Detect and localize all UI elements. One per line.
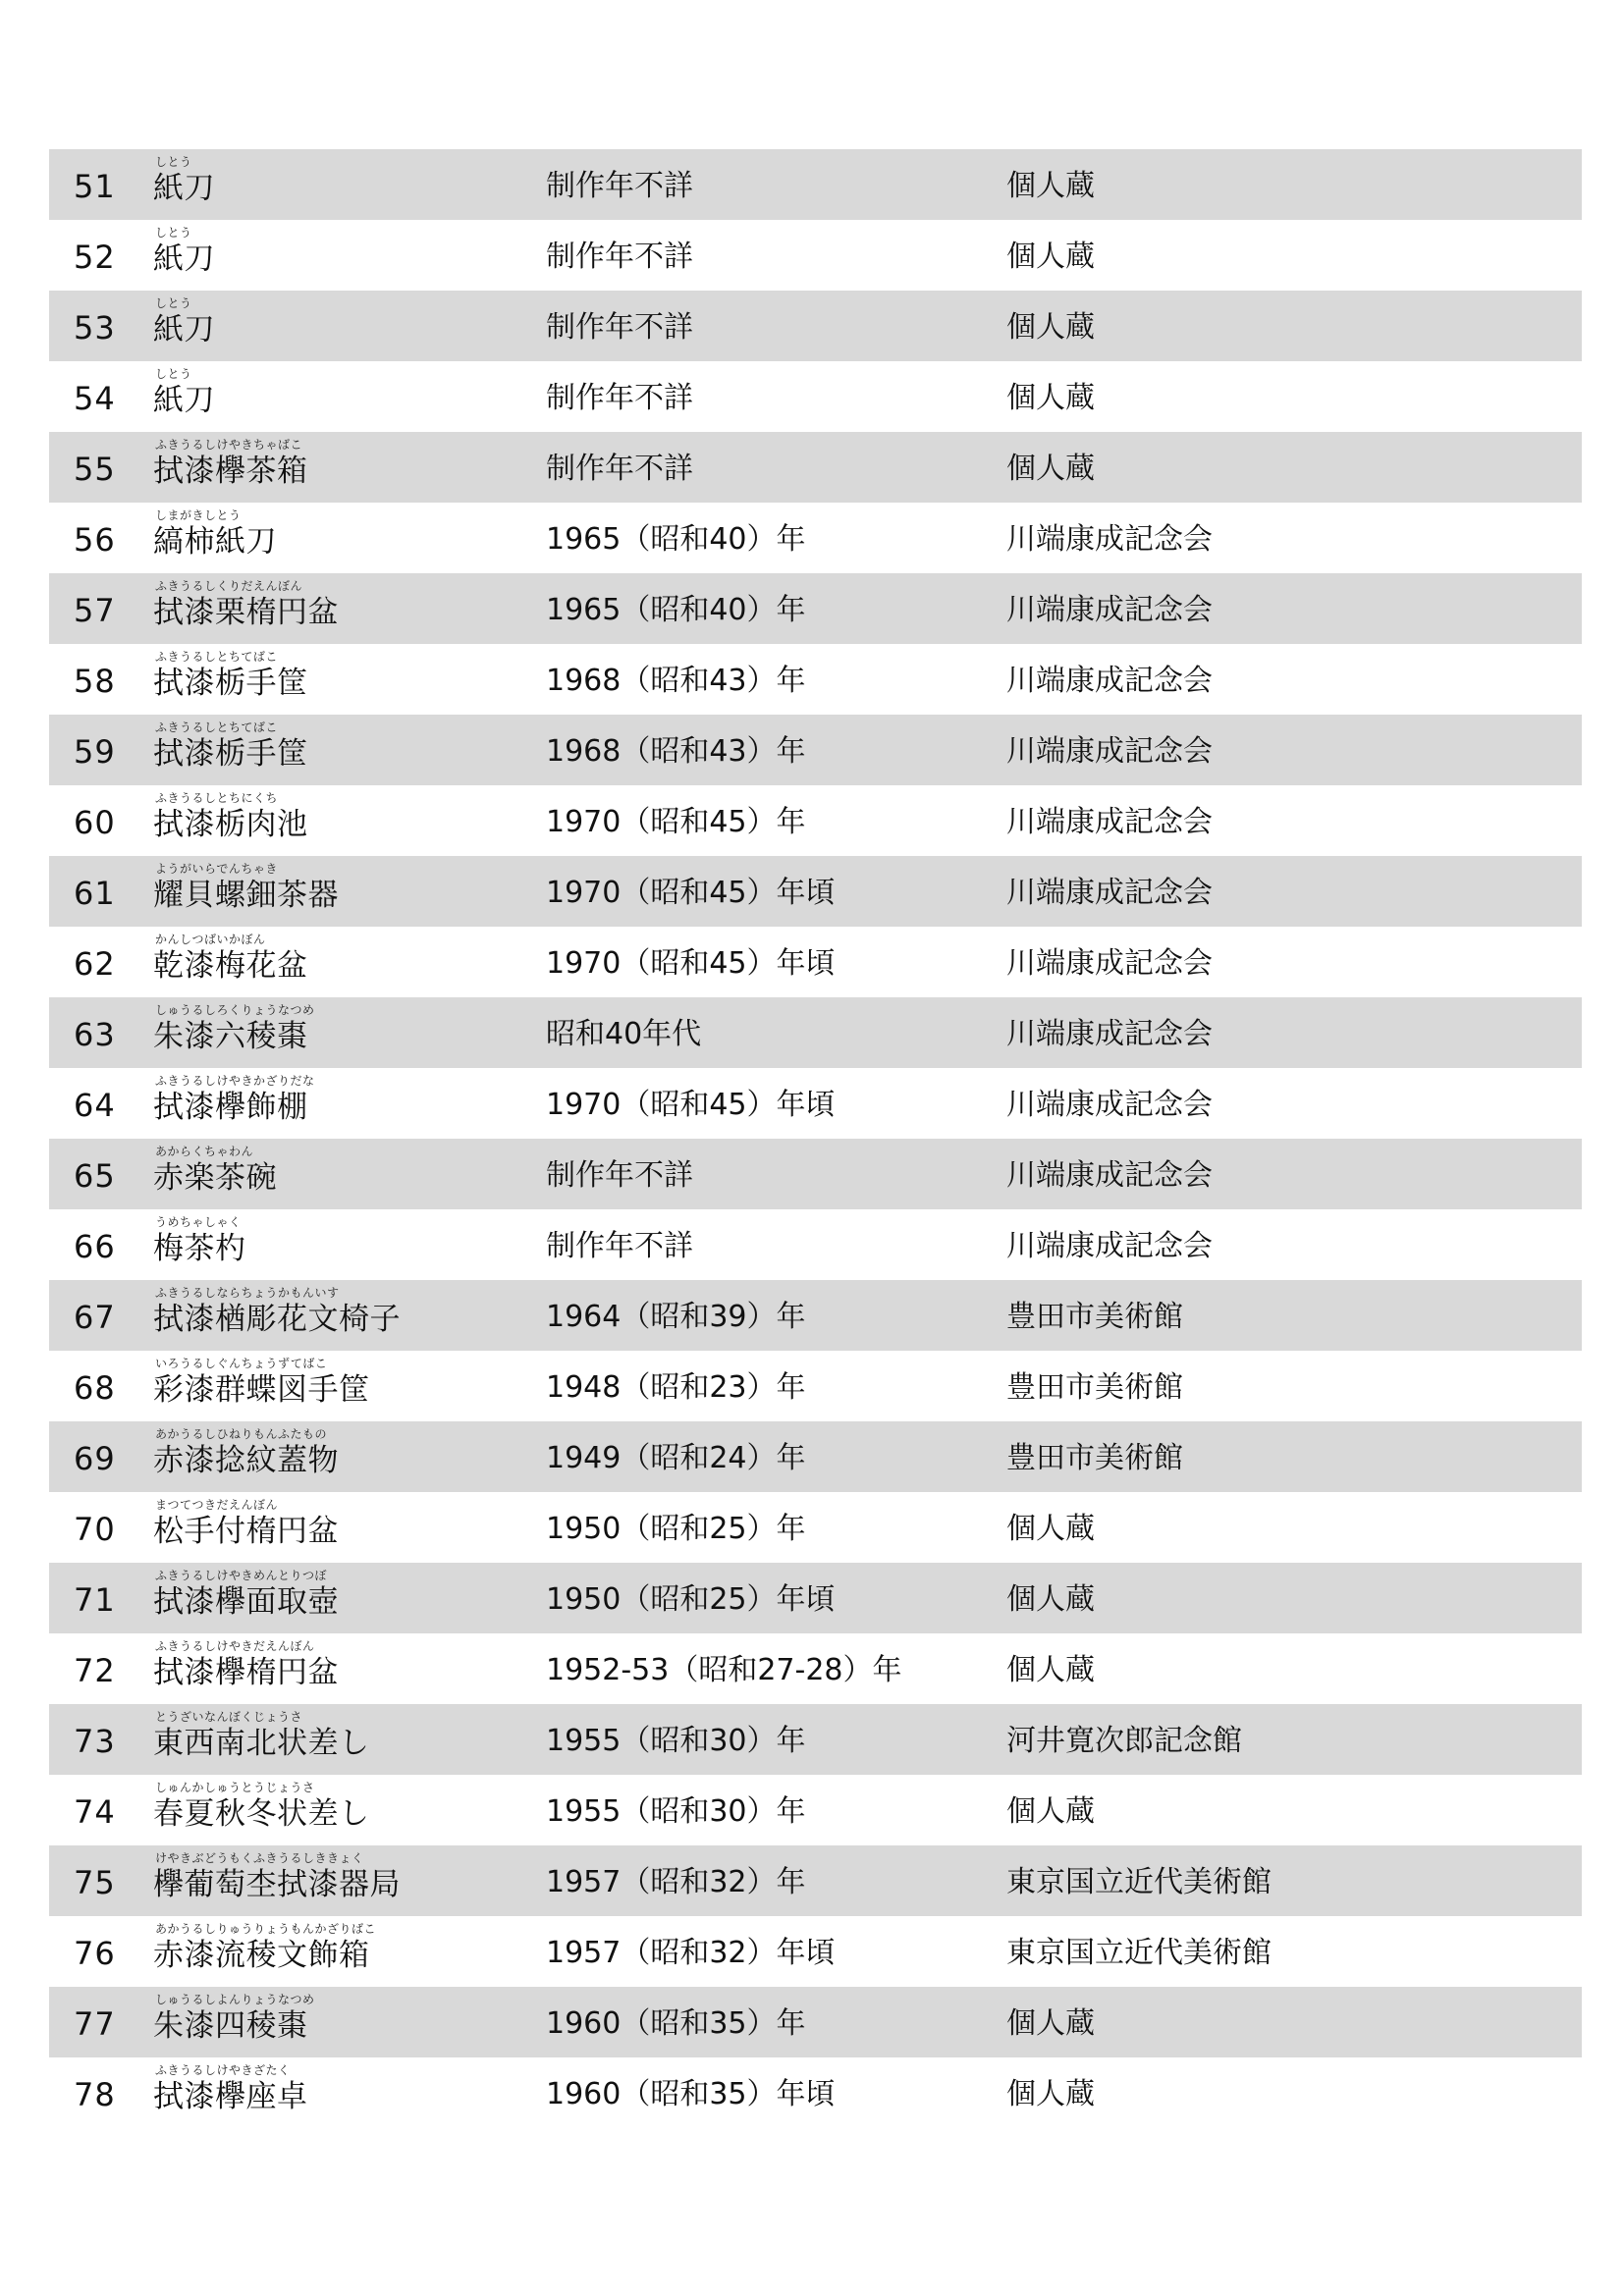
- work-year: 1968（昭和43）年: [546, 664, 806, 698]
- work-title-cell: [153, 1710, 370, 1781]
- work-number: 65: [74, 1157, 116, 1195]
- table-row: [49, 1492, 1582, 1563]
- work-year: 制作年不詳: [546, 452, 693, 486]
- work-number: 71: [74, 1581, 116, 1619]
- table-row: [49, 1068, 1582, 1139]
- work-owner: 個人蔵: [1006, 1512, 1095, 1546]
- work-title-cell: [153, 579, 339, 650]
- work-year: 1957（昭和32）年: [546, 1865, 806, 1899]
- work-owner: 川端康成記念会: [1006, 1017, 1213, 1051]
- work-title: 松手付楕円盆: [153, 1514, 339, 1549]
- work-number: 70: [74, 1511, 116, 1548]
- work-title-cell: [153, 1851, 401, 1922]
- work-title: 赤漆流稜文飾箱: [153, 1938, 370, 1973]
- table-row: [49, 1775, 1582, 1845]
- work-title-cell: [153, 1569, 339, 1639]
- table-row: [49, 856, 1582, 927]
- title-reading: しとう: [155, 155, 192, 169]
- work-owner: 川端康成記念会: [1006, 664, 1213, 698]
- work-owner: 川端康成記念会: [1006, 1088, 1213, 1122]
- work-title: 縞柿紙刀: [153, 524, 277, 560]
- title-reading: とうざいなんぼくじょうさ: [155, 1710, 303, 1724]
- table-row: [49, 1916, 1582, 1987]
- work-title-cell: [153, 155, 215, 226]
- work-title: 紙刀: [153, 171, 215, 206]
- title-reading: しゅうるしろくりょうなつめ: [155, 1003, 315, 1017]
- work-year: 1950（昭和25）年: [546, 1512, 806, 1546]
- table-row: [49, 1209, 1582, 1280]
- work-number: 59: [74, 733, 116, 771]
- title-reading: うめちゃしゃく: [155, 1215, 242, 1229]
- table-row: [49, 432, 1582, 503]
- work-number: 56: [74, 521, 116, 559]
- work-number: 63: [74, 1016, 116, 1053]
- title-reading: ふきうるしとちてばこ: [155, 650, 278, 664]
- work-title-cell: [153, 367, 215, 438]
- table-row: [49, 1704, 1582, 1775]
- work-title-cell: [153, 933, 308, 1003]
- work-owner: 個人蔵: [1006, 381, 1095, 415]
- table-row: [49, 715, 1582, 785]
- title-reading: ようがいらでんちゃき: [155, 862, 278, 876]
- work-title-cell: [153, 226, 215, 296]
- work-title-cell: [153, 1498, 339, 1569]
- work-owner: 川端康成記念会: [1006, 593, 1213, 627]
- title-reading: ふきうるしとちてばこ: [155, 721, 278, 734]
- work-owner: 川端康成記念会: [1006, 1229, 1213, 1263]
- work-owner: 豊田市美術館: [1006, 1441, 1183, 1475]
- work-title: 拭漆欅楕円盆: [153, 1655, 339, 1690]
- work-title: 春夏秋冬状差し: [153, 1796, 370, 1832]
- work-owner: 個人蔵: [1006, 310, 1095, 345]
- work-title: 彩漆群蝶図手筐: [153, 1372, 370, 1408]
- work-title: 拭漆欅座卓: [153, 2079, 308, 2114]
- work-owner: 個人蔵: [1006, 452, 1095, 486]
- table-row: [49, 1280, 1582, 1351]
- work-title-cell: [153, 1639, 339, 1710]
- work-title: 朱漆六稜棗: [153, 1019, 308, 1054]
- work-number: 61: [74, 875, 116, 912]
- table-row: [49, 1351, 1582, 1421]
- work-title: 紙刀: [153, 383, 215, 418]
- work-title: 拭漆栗楕円盆: [153, 595, 339, 630]
- table-row: [49, 997, 1582, 1068]
- work-year: 1970（昭和45）年頃: [546, 1088, 836, 1122]
- work-number: 74: [74, 1793, 116, 1831]
- work-title-cell: [153, 1357, 370, 1427]
- title-reading: あからくちゃわん: [155, 1145, 254, 1158]
- table-row: [49, 1845, 1582, 1916]
- work-year: 1960（昭和35）年頃: [546, 2077, 836, 2111]
- work-title: 紙刀: [153, 312, 215, 347]
- work-owner: 河井寛次郎記念館: [1006, 1724, 1242, 1758]
- title-reading: しゅうるしよんりょうなつめ: [155, 1993, 315, 2006]
- work-title-cell: [153, 2063, 308, 2134]
- work-number: 73: [74, 1723, 116, 1760]
- table-row: [49, 1633, 1582, 1704]
- work-owner: 川端康成記念会: [1006, 876, 1213, 910]
- work-number: 64: [74, 1087, 116, 1124]
- table-row: [49, 785, 1582, 856]
- work-number: 72: [74, 1652, 116, 1689]
- work-title-cell: [153, 1922, 376, 1993]
- table-row: [49, 644, 1582, 715]
- work-title-cell: [153, 1003, 315, 1074]
- work-title: 紙刀: [153, 241, 215, 277]
- table-row: [49, 2057, 1582, 2128]
- work-year: 1965（昭和40）年: [546, 593, 806, 627]
- title-reading: あかうるしひねりもんふたもの: [155, 1427, 328, 1441]
- work-title-cell: [153, 1145, 277, 1215]
- work-year: 1970（昭和45）年頃: [546, 876, 836, 910]
- work-owner: 豊田市美術館: [1006, 1300, 1183, 1334]
- work-owner: 個人蔵: [1006, 240, 1095, 274]
- work-title-cell: [153, 1781, 370, 1851]
- title-reading: ふきうるしけやきちゃばこ: [155, 438, 303, 452]
- work-title-cell: [153, 721, 308, 791]
- work-number: 57: [74, 592, 116, 629]
- works-table: [49, 149, 1582, 2128]
- title-reading: けやきぶどうもくふきうるしききょく: [155, 1851, 364, 1865]
- work-title: 拭漆欅面取壺: [153, 1584, 339, 1620]
- work-owner: 個人蔵: [1006, 2006, 1095, 2041]
- title-reading: ふきうるしとちにくち: [155, 791, 279, 805]
- work-title: 梅茶杓: [153, 1231, 246, 1266]
- work-year: 制作年不詳: [546, 1229, 693, 1263]
- work-year: 1948（昭和23）年: [546, 1370, 806, 1405]
- table-row: [49, 220, 1582, 291]
- work-year: 1960（昭和35）年: [546, 2006, 806, 2041]
- table-row: [49, 1563, 1582, 1633]
- title-reading: あかうるしりゅうりょうもんかざりばこ: [155, 1922, 377, 1936]
- work-number: 58: [74, 663, 116, 700]
- work-number: 78: [74, 2076, 116, 2113]
- work-year: 1952-53（昭和27-28）年: [546, 1653, 902, 1687]
- title-reading: いろうるしぐんちょうずてばこ: [155, 1357, 328, 1370]
- title-reading: まつてつきだえんぼん: [155, 1498, 279, 1512]
- work-number: 69: [74, 1440, 116, 1477]
- title-reading: ふきうるしけやきだえんぼん: [155, 1639, 315, 1653]
- work-number: 55: [74, 451, 116, 488]
- work-title-cell: [153, 508, 277, 579]
- title-reading: ふきうるしくりだえんぼん: [155, 579, 303, 593]
- work-title-cell: [153, 862, 339, 933]
- work-owner: 川端康成記念会: [1006, 734, 1213, 769]
- title-reading: ふきうるしけやきめんとりつぼ: [155, 1569, 328, 1582]
- table-row: [49, 361, 1582, 432]
- work-number: 68: [74, 1369, 116, 1407]
- work-owner: 個人蔵: [1006, 1794, 1095, 1829]
- work-title-cell: [153, 296, 215, 367]
- work-owner: 東京国立近代美術館: [1006, 1936, 1272, 1970]
- work-year: 制作年不詳: [546, 169, 693, 203]
- work-owner: 東京国立近代美術館: [1006, 1865, 1272, 1899]
- work-title: 赤漆捻紋蓋物: [153, 1443, 339, 1478]
- work-title-cell: [153, 791, 308, 862]
- work-year: 1955（昭和30）年: [546, 1794, 806, 1829]
- work-year: 1955（昭和30）年: [546, 1724, 806, 1758]
- title-reading: しとう: [155, 226, 192, 240]
- title-reading: しまがきしとう: [155, 508, 242, 522]
- work-year: 制作年不詳: [546, 310, 693, 345]
- work-title-cell: [153, 438, 308, 508]
- work-year: 1949（昭和24）年: [546, 1441, 806, 1475]
- work-title-cell: [153, 650, 308, 721]
- title-reading: しとう: [155, 367, 192, 381]
- work-title-cell: [153, 1215, 246, 1286]
- work-year: 制作年不詳: [546, 240, 693, 274]
- title-reading: ふきうるしけやきざたく: [155, 2063, 291, 2077]
- table-row: [49, 291, 1582, 361]
- work-year: 1970（昭和45）年頃: [546, 946, 836, 981]
- work-number: 54: [74, 380, 116, 417]
- work-number: 75: [74, 1864, 116, 1901]
- work-title: 拭漆栃手筐: [153, 736, 308, 772]
- table-row: [49, 1421, 1582, 1492]
- work-title-cell: [153, 1993, 315, 2063]
- work-number: 76: [74, 1935, 116, 1972]
- work-number: 77: [74, 2005, 116, 2043]
- title-reading: しゅんかしゅうとうじょうさ: [155, 1781, 315, 1794]
- work-title: 拭漆楢彫花文椅子: [153, 1302, 401, 1337]
- work-title: 赤楽茶碗: [153, 1160, 277, 1196]
- work-title: 拭漆欅茶箱: [153, 454, 308, 489]
- work-year: 1968（昭和43）年: [546, 734, 806, 769]
- work-number: 53: [74, 309, 116, 347]
- work-owner: 川端康成記念会: [1006, 805, 1213, 839]
- work-owner: 個人蔵: [1006, 2077, 1095, 2111]
- work-title: 耀貝螺鈿茶器: [153, 878, 339, 913]
- table-row: [49, 503, 1582, 573]
- work-owner: 川端康成記念会: [1006, 1158, 1213, 1193]
- table-row: [49, 1987, 1582, 2057]
- work-number: 66: [74, 1228, 116, 1265]
- work-number: 52: [74, 239, 116, 276]
- table-row: [49, 573, 1582, 644]
- work-year: 制作年不詳: [546, 381, 693, 415]
- title-reading: しとう: [155, 296, 192, 310]
- work-owner: 川端康成記念会: [1006, 522, 1213, 557]
- work-title-cell: [153, 1286, 401, 1357]
- work-title: 乾漆梅花盆: [153, 948, 308, 984]
- work-year: 1965（昭和40）年: [546, 522, 806, 557]
- work-title: 朱漆四稜棗: [153, 2008, 308, 2044]
- work-year: 1950（昭和25）年頃: [546, 1582, 836, 1617]
- work-title: 拭漆栃肉池: [153, 807, 308, 842]
- work-year: 1957（昭和32）年頃: [546, 1936, 836, 1970]
- work-title: 拭漆栃手筐: [153, 666, 308, 701]
- work-owner: 川端康成記念会: [1006, 946, 1213, 981]
- work-title-cell: [153, 1427, 339, 1498]
- work-owner: 個人蔵: [1006, 169, 1095, 203]
- work-owner: 個人蔵: [1006, 1582, 1095, 1617]
- work-year: 制作年不詳: [546, 1158, 693, 1193]
- work-year: 昭和40年代: [546, 1017, 702, 1051]
- work-title-cell: [153, 1074, 315, 1145]
- work-title: 拭漆欅飾棚: [153, 1090, 308, 1125]
- work-number: 67: [74, 1299, 116, 1336]
- title-reading: ふきうるしけやきかざりだな: [155, 1074, 315, 1088]
- table-row: [49, 149, 1582, 220]
- work-number: 62: [74, 945, 116, 983]
- work-owner: 豊田市美術館: [1006, 1370, 1183, 1405]
- title-reading: ふきうるしならちょうかもんいす: [155, 1286, 340, 1300]
- table-row: [49, 927, 1582, 997]
- table-row: [49, 1139, 1582, 1209]
- title-reading: かんしつばいかぼん: [155, 933, 266, 946]
- work-year: 1970（昭和45）年: [546, 805, 806, 839]
- work-number: 51: [74, 168, 116, 205]
- work-title: 欅葡萄杢拭漆器局: [153, 1867, 401, 1902]
- work-year: 1964（昭和39）年: [546, 1300, 806, 1334]
- work-title: 東西南北状差し: [153, 1726, 370, 1761]
- work-number: 60: [74, 804, 116, 841]
- work-owner: 個人蔵: [1006, 1653, 1095, 1687]
